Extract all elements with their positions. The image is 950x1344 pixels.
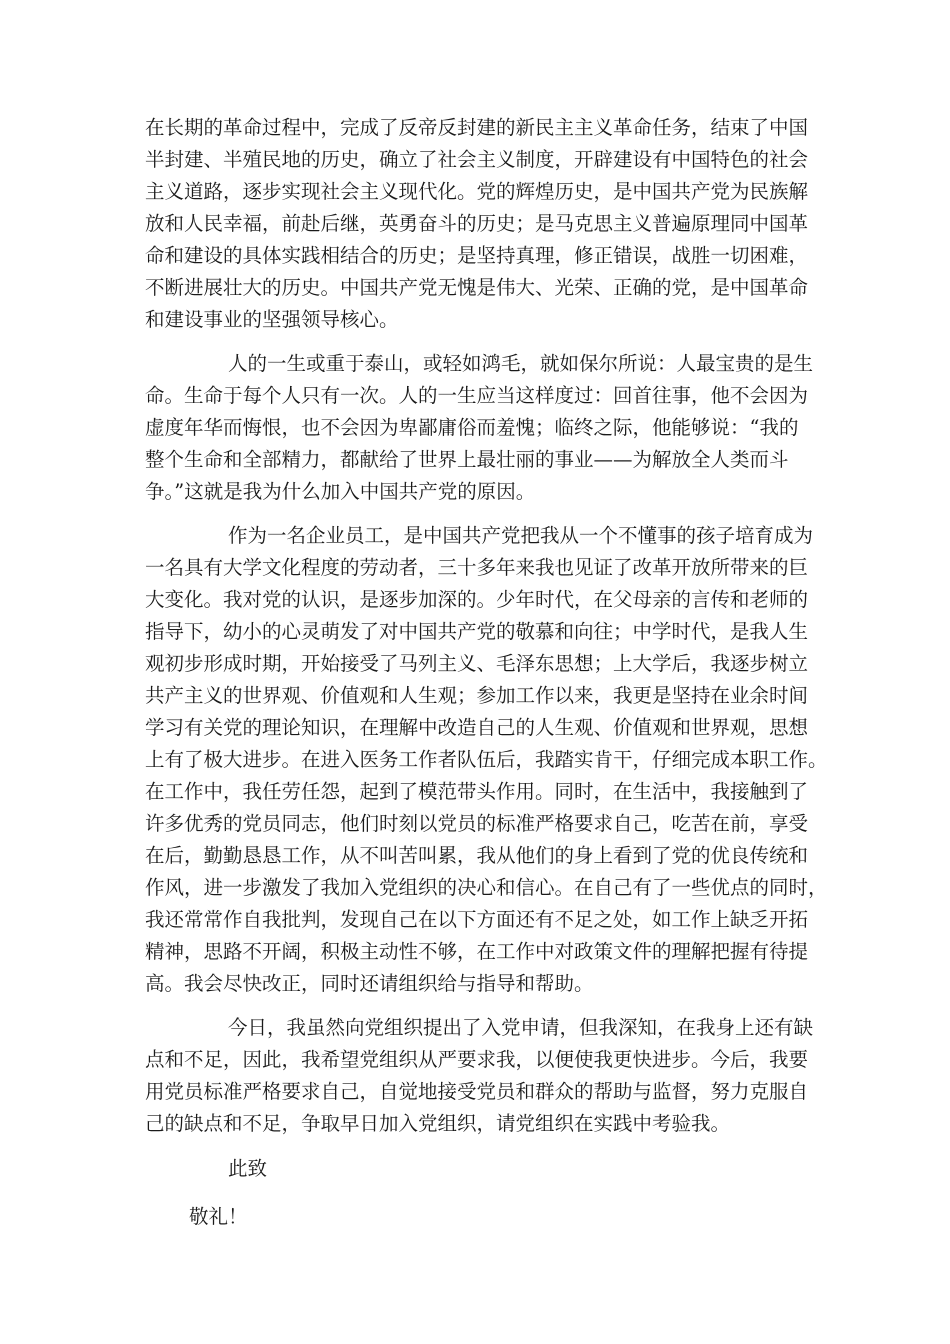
text-line: 主义道路，逐步实现社会主义现代化。党的辉煌历史，是中国共产党为民族解: [145, 180, 809, 203]
text-line: 命。生命于每个人只有一次。人的一生应当这样度过：回首往事，他不会因为: [145, 384, 809, 407]
text-line: 今日，我虽然向党组织提出了入党申请，但我深知，在我身上还有缺: [228, 1016, 814, 1039]
text-line: 在长期的革命过程中，完成了反帝反封建的新民主主义革命任务，结束了中国: [145, 116, 809, 139]
text-line: 作风，进一步激发了我加入党组织的决心和信心。在自己有了一些优点的同时，: [145, 876, 828, 899]
text-line: 学习有关党的理论知识，在理解中改造自己的人生观、价值观和世界观，思想: [145, 716, 809, 739]
text-line: 观初步形成时期，开始接受了马列主义、毛泽东思想；上大学后，我逐步树立: [145, 652, 809, 675]
closing-regards: 敬礼！: [189, 1205, 248, 1228]
text-line: 精神，思路不开阔，积极主动性不够，在工作中对政策文件的理解把握有待提: [145, 940, 809, 963]
text-line: 和建设事业的坚强领导核心。: [145, 308, 399, 331]
text-line: 整个生命和全部精力，都献给了世界上最壮丽的事业——为解放全人类而斗: [145, 448, 789, 471]
text-line: 一名具有大学文化程度的劳动者，三十多年来我也见证了改革开放所带来的巨: [145, 556, 809, 579]
text-line: 在后，勤勤恳恳工作，从不叫苦叫累，我从他们的身上看到了党的优良传统和: [145, 844, 809, 867]
text-line: 己的缺点和不足，争取早日加入党组织，请党组织在实践中考验我。: [145, 1112, 731, 1135]
text-line: 上有了极大进步。在进入医务工作者队伍后，我踏实肯干，仔细完成本职工作。: [145, 748, 828, 771]
text-line: 我还常常作自我批判，发现自己在以下方面还有不足之处，如工作上缺乏开拓: [145, 908, 809, 931]
text-line: 争。”这就是我为什么加入中国共产党的原因。: [145, 480, 536, 503]
text-line: 命和建设的具体实践相结合的历史；是坚持真理，修正错误，战胜一切困难，: [145, 244, 809, 267]
text-line: 放和人民幸福，前赴后继，英勇奋斗的历史；是马克思主义普遍原理同中国革: [145, 212, 809, 235]
text-line: 大变化。我对党的认识，是逐步加深的。少年时代，在父母亲的言传和老师的: [145, 588, 809, 611]
text-line: 人的一生或重于泰山，或轻如鸿毛，就如保尔所说：人最宝贵的是生: [228, 352, 814, 375]
text-line: 用党员标准严格要求自己，自觉地接受党员和群众的帮助与监督，努力克服自: [145, 1080, 809, 1103]
text-line: 虚度年华而悔恨，也不会因为卑鄙庸俗而羞愧；临终之际，他能够说：“我的: [145, 416, 799, 439]
text-line: 作为一名企业员工，是中国共产党把我从一个不懂事的孩子培育成为: [228, 524, 814, 547]
closing-salutation: 此致: [228, 1157, 268, 1180]
text-line: 半封建、半殖民地的历史，确立了社会主义制度，开辟建设有中国特色的社会: [145, 148, 809, 171]
text-line: 共产主义的世界观、价值观和人生观；参加工作以来，我更是坚持在业余时间: [145, 684, 809, 707]
text-line: 许多优秀的党员同志，他们时刻以党员的标准严格要求自己，吃苦在前，享受: [145, 812, 809, 835]
text-line: 在工作中，我任劳任怨，起到了模范带头作用。同时，在生活中，我接触到了: [145, 780, 809, 803]
text-line: 指导下，幼小的心灵萌发了对中国共产党的敬慕和向往；中学时代，是我人生: [145, 620, 809, 643]
text-line: 高。我会尽快改正，同时还请组织给与指导和帮助。: [145, 972, 594, 995]
text-line: 不断进展壮大的历史。中国共产党无愧是伟大、光荣、正确的党，是中国革命: [145, 276, 809, 299]
text-line: 点和不足，因此，我希望党组织从严要求我，以便使我更快进步。今后，我要: [145, 1048, 809, 1071]
